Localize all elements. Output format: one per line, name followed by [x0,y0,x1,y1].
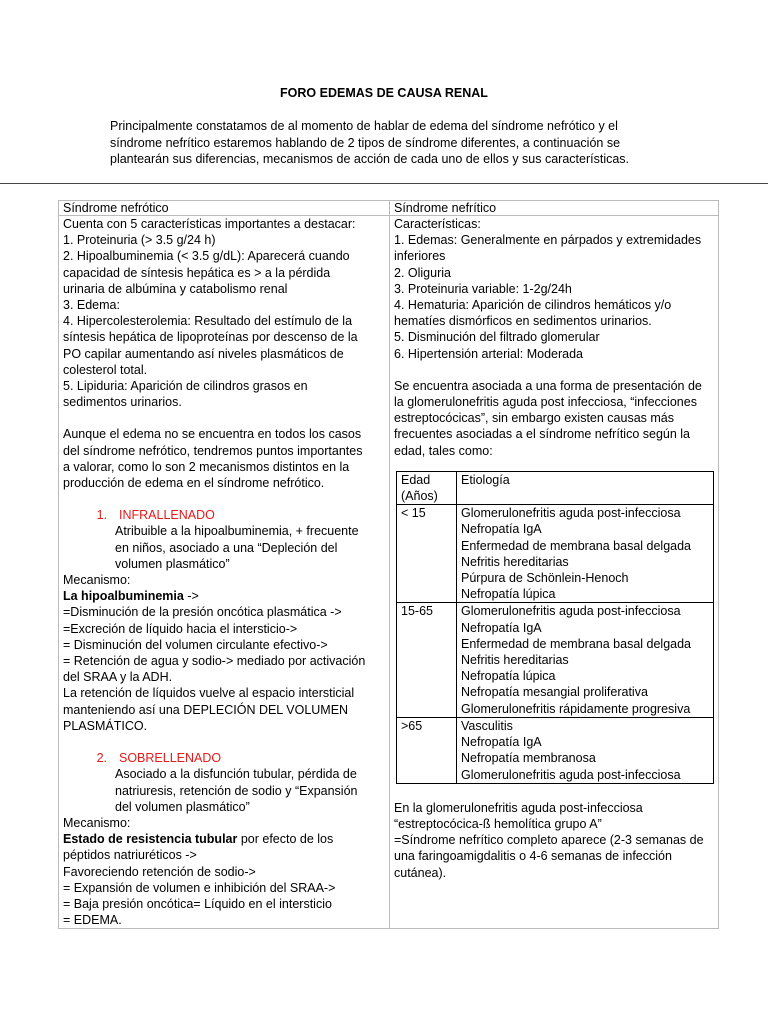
cause-item: Glomerulonefritis aguda post-infecciosa [461,604,681,619]
mechanism-label: Mecanismo: [63,815,131,830]
text-line: En la glomerulonefritis aguda post-infecciosa [394,800,643,815]
text-line: =Síndrome nefrítico completo aparece (2-3 semanas de [394,833,704,848]
text-line: Aunque el edema no se encuentra en todos los casos [63,427,362,442]
text-line: Características: [394,217,481,231]
cause-item: Nefropatía mesangial proliferativa [461,685,648,700]
nefrotico-features [63,216,385,410]
age-header: Edad (Años) [397,471,457,504]
text-line: la glomerulonefritis aguda post infecciosa, “infecciones [394,395,697,410]
causes-cell [457,603,714,717]
mechanism-bold: Estado de resistencia tubular [63,832,238,847]
text-line: 2. Oliguria [394,265,451,280]
list-number: 1. [96,508,107,523]
cause-item: Nefropatía IgA [461,735,542,750]
text-line: 2. Hipoalbuminemia (< 3.5 g/dL): Aparecerá cuando [63,249,350,264]
cause-item: Nefropatía IgA [461,522,542,537]
text-line: estreptocócicas”, sin embargo existen causas más [394,411,674,426]
infrallenado-section [63,507,385,734]
cause-item: Nefropatía membranosa [461,751,596,766]
nefrotico-header: Síndrome nefrótico [59,201,390,216]
nefrotico-paragraph [63,426,385,491]
text-line: edad, tales como: [394,443,493,458]
text-line: 3. Edema: [63,298,120,313]
cause-item: Glomerulonefritis aguda post-infecciosa [461,506,681,521]
section-heading [63,750,385,766]
text-line: péptidos natriuréticos -> [63,848,197,863]
text-line: Asociado a la disfunción tubular, pérdida de [115,767,357,782]
intro-line: Principalmente constatamos de al momento de hablar de edema del síndrome nefrótico y el [110,119,618,133]
text-line: a valorar, como lo son 2 mecanismos distintos en la [63,459,350,474]
text-line: colesterol total. [63,362,148,377]
cause-item: Enfermedad de membrana basal delgada [461,636,692,651]
mechanism-bold: La hipoalbuminemia [63,589,184,604]
cause-item: Púrpura de Schönlein-Henoch [461,571,629,586]
text-line: =Excreción de líquido hacia el intersticio-> [63,621,298,636]
comparison-table [58,200,719,929]
mechanism-tail: -> [183,589,199,604]
text-line: urinaria de albúmina y catabolismo renal [63,281,288,296]
nefritico-paragraph [394,378,714,459]
text-line: inferiores [394,249,446,264]
etiology-row [397,603,714,717]
text-line: =Disminución de la presión oncótica plasmática -> [63,605,342,620]
section-title: INFRALLENADO [119,508,215,523]
text-line: del síndrome nefrótico, tendremos puntos importantes [63,443,363,458]
text-line: Atribuible a la hipoalbuminemia, + frecuente [115,524,359,539]
etiology-header-row [397,471,714,504]
text-line: frecuentes asociadas a el síndrome nefrítico según la [394,427,691,442]
text-line: = Retención de agua y sodio-> mediado por activación [63,654,366,669]
mechanism-label: Mecanismo: [63,573,131,588]
text-line: PO capilar aumentando así niveles plasmáticos de [63,346,344,361]
age-cell: 15-65 [397,603,457,717]
etiology-row [397,717,714,783]
nefritico-cell [390,216,719,929]
text-line: capacidad de síntesis hepática es > a la pérdida [63,265,331,280]
text-line: 3. Proteinuria variable: 1-2g/24h [394,281,572,296]
text-line: síntesis hepática de lipoproteínas por descenso de la [63,330,358,345]
text-line: 1. Proteinuria (> 3.5 g/24 h) [63,233,216,248]
sobrellenado-section [63,750,385,928]
age-cell: >65 [397,717,457,783]
cause-item: Glomerulonefritis aguda post-infecciosa [461,767,681,782]
nefritico-features [394,216,714,362]
mechanism-tail: por efecto de los [237,832,334,847]
age-cell: < 15 [397,505,457,603]
mechanism-lead [63,831,385,847]
text-line: PLASMÁTICO. [63,718,148,733]
text-line: cutánea). [394,865,447,880]
text-line: = EDEMA. [63,913,122,928]
text-line: = Baja presión oncótica= Líquido en el intersticio [63,896,332,911]
intro-line: plantearán sus diferencias, mecanismos de acción de cada uno de ellos y sus características. [110,152,630,166]
text-line: volumen plasmático” [115,556,230,571]
text-line: 4. Hematuria: Aparición de cilindros hemáticos y/o [394,298,672,313]
cause-item: Nefritis hereditarias [461,653,569,668]
text-line: = Disminución del volumen circulante efectivo-> [63,637,328,652]
text-line: Favoreciendo retención de sodio-> [63,864,256,879]
nefritico-header: Síndrome nefrítico [390,201,719,216]
horizontal-rule [0,183,768,184]
text-line: sedimentos urinarios. [63,395,182,410]
nefrotico-cell [59,216,390,929]
text-line: natriuresis, retención de sodio y “Expansión [115,783,358,798]
cause-item: Nefropatía IgA [461,620,542,635]
text-line: Se encuentra asociada a una forma de presentación de [394,378,702,393]
cause-item: Nefropatía lúpica [461,587,556,602]
text-line: “estreptocócica-ß hemolítica grupo A” [394,816,602,831]
text-line: 5. Disminución del filtrado glomerular [394,330,600,345]
text-line: una faringoamigdalitis o 4-6 semanas de infección [394,849,672,864]
cause-item: Nefropatía lúpica [461,669,556,684]
text-line: 4. Hipercolesterolemia: Resultado del estímulo de la [63,314,353,329]
text-line: en niños, asociado a una “Depleción del [115,540,338,555]
list-number: 2. [96,751,107,766]
etiology-header: Etiología [457,471,714,504]
nefritico-after [394,800,714,881]
causes-cell [457,505,714,603]
etiology-row [397,505,714,603]
text-line: del volumen plasmático” [115,799,250,814]
section-title: SOBRELLENADO [119,751,222,766]
text-line: 5. Lipiduria: Aparición de cilindros grasos en [63,379,308,394]
text-line: 6. Hipertensión arterial: Moderada [394,346,583,361]
text-line: producción de edema en el síndrome nefrótico. [63,476,325,491]
text-line: del SRAA y la ADH. [63,670,173,685]
causes-cell [457,717,714,783]
text-line: Cuenta con 5 características importantes a destacar: [63,217,356,231]
cause-item: Glomerulonefritis rápidamente progresiva [461,701,691,716]
text-line: hematíes dismórficos en sedimentos urinarios. [394,314,652,329]
text-line: manteniendo así una DEPLECIÓN DEL VOLUMEN [63,702,349,717]
document-title: FORO EDEMAS DE CAUSA RENAL [280,86,488,100]
comparison-body-row [59,216,719,929]
text-line: 1. Edemas: Generalmente en párpados y extremidades [394,233,702,248]
comparison-header-row [59,201,719,216]
text-line: = Expansión de volumen e inhibición del SRAA-> [63,880,336,895]
intro-paragraph [110,118,658,168]
mechanism-lead [63,588,385,604]
etiology-table [396,471,714,784]
intro-line: síndrome nefrítico estaremos hablando de 2 tipos de síndrome diferentes, a continuación se [110,135,621,150]
cause-item: Vasculitis [461,718,513,733]
text-line: La retención de líquidos vuelve al espacio intersticial [63,686,355,701]
cause-item: Nefritis hereditarias [461,554,569,569]
section-heading [63,507,385,523]
cause-item: Enfermedad de membrana basal delgada [461,538,692,553]
